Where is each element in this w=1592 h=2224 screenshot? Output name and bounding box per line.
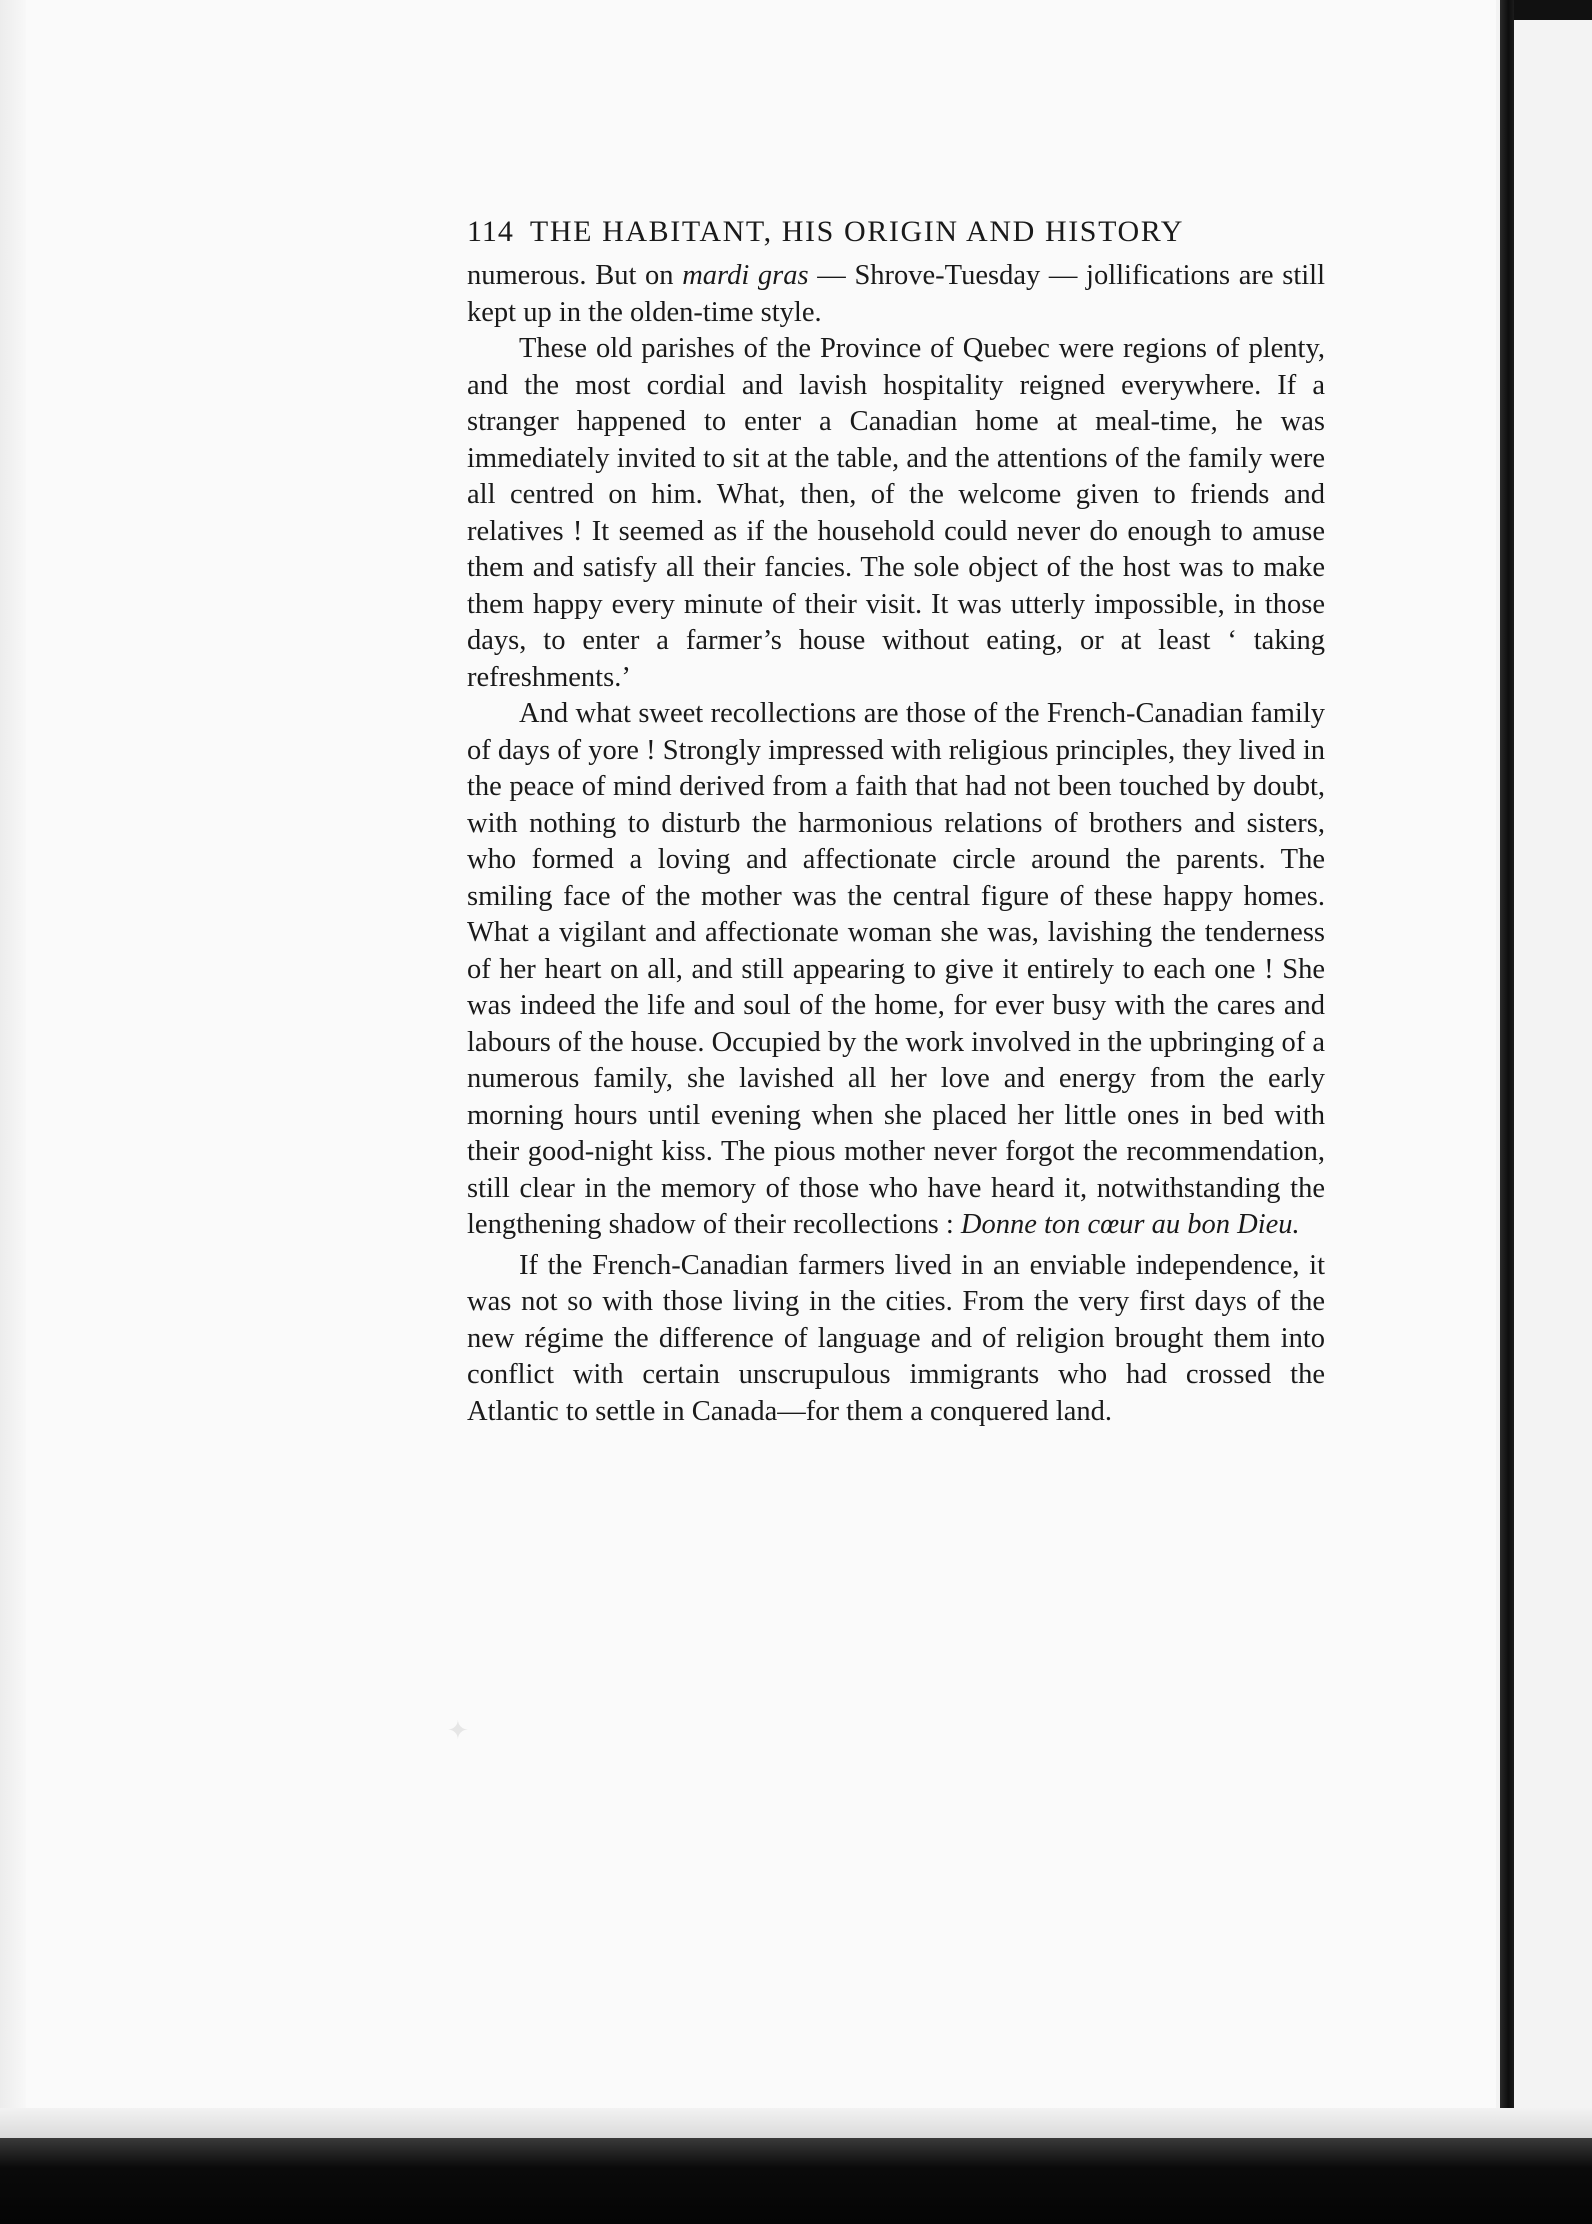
- scan-bottom-shade: [0, 2108, 1592, 2142]
- paragraph-1: [467, 258, 1325, 331]
- paragraph-4: If the French-Canadian farmers lived in an enviable independence, it was not so with those living in the cities. From the very first days of the new régime the difference of language and of religion brought them into conflict with certain unscrupulous immigrants who had crossed the Atlantic to settle in Canada—for them a conquered land.: [467, 1249, 1325, 1427]
- paragraph-1-text-a: numerous. But on: [467, 260, 683, 291]
- scan-left-margin: [0, 0, 26, 2140]
- paragraph-3: [467, 696, 1325, 1244]
- running-title: THE HABITANT, HIS ORIGIN AND HISTORY: [529, 215, 1184, 248]
- scan-speck: ✦: [447, 1716, 469, 1746]
- paragraph-1-italic: mardi gras: [682, 260, 809, 291]
- page-body: [467, 212, 1325, 1430]
- paragraph-3-italic-quote: Donne ton cœur au bon Dieu.: [960, 1209, 1300, 1240]
- scan-corner-shadow: [1514, 0, 1592, 20]
- page-number: 114: [467, 215, 514, 248]
- paragraph-2: These old parishes of the Province of Quebec were regions of plenty, and the most cordial and lavish hospitality reigned everywhere. If a stranger happened to enter a Canadian home at meal-time, he was immediately invited to sit at the table, and the attentions of the family were all centred on him. What, then, of the welcome given to friends and relatives ! It seemed as if the household could never do enough to amuse them and satisfy all their fancies. The sole object of the host was to make them happy every minute of their visit. It was utterly impossible, in those days, to enter a farmer’s house without eating, or at least ‘ taking refreshments.’: [467, 333, 1325, 693]
- paragraph-1-text-b: — Shrove-Tuesday — jollifications are still kept up in the olden-time style.: [467, 260, 1326, 328]
- scan-bottom-edge: [0, 2138, 1592, 2224]
- running-header: [467, 212, 1325, 252]
- paragraph-3-text: And what sweet recollections are those of the French-Canadian family of days of yore ! Strongly impressed with religious principles, they lived in the peace of mind derived from a faith that had not been touched by doubt, with nothing to disturb the harmonious relations of brothers and sisters, who formed a loving and affectionate circle around the parents. The smiling face of the mother was the central figure of these happy homes. What a vigilant and affectionate woman she was, lavishing the tenderness of her heart on all, and still appearing to give it entirely to each one ! She was indeed the life and soul of the home, for ever busy with the cares and labours of the house. Occupied by the work involved in the upbringing of a numerous family, she lavished all her love and energy from the early morning hours until evening when she placed her little ones in bed with their good-night kiss. The pious mother never forgot the recommendation, still clear in the memory of those who have heard it, notwithstanding the lengthening shadow of their recollections :: [467, 698, 1325, 1240]
- binding-edge: [1500, 0, 1514, 2224]
